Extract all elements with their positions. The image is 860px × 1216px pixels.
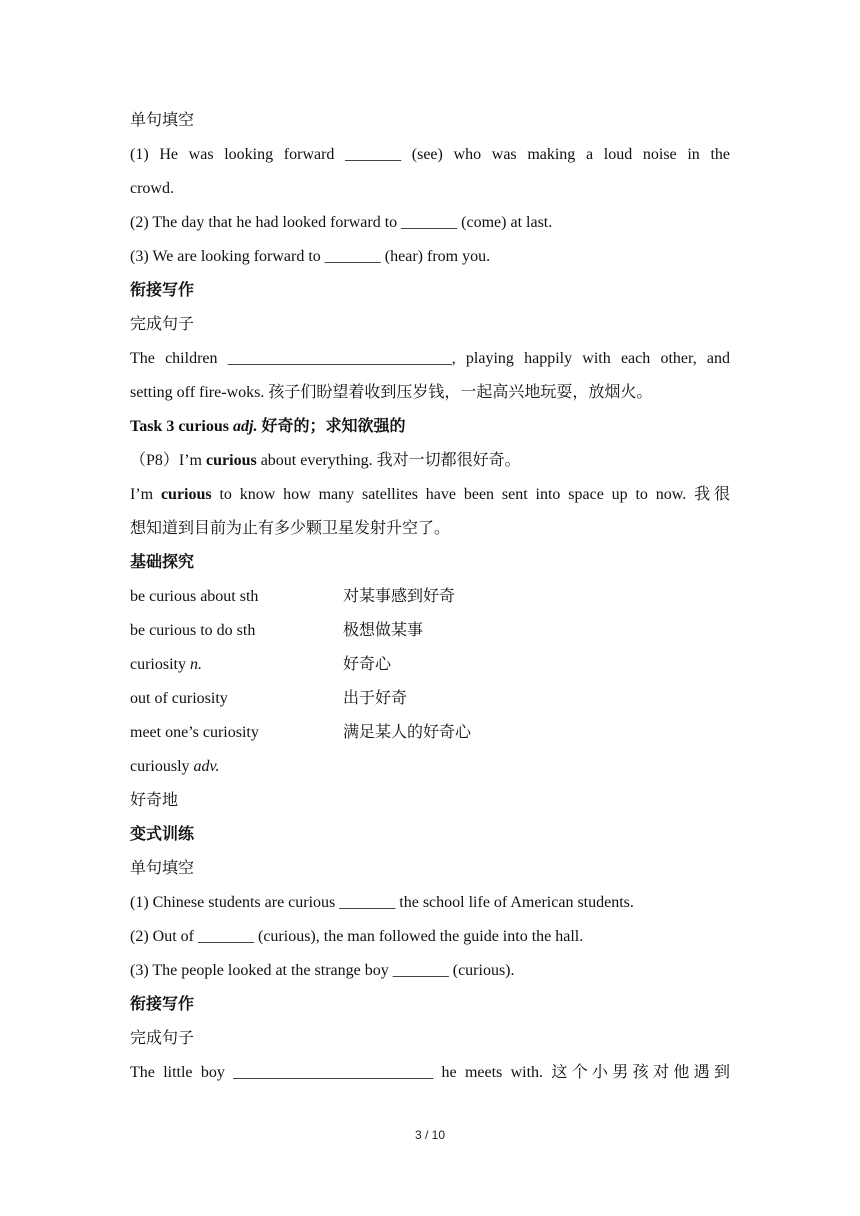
exercise-3: (3) The people looked at the strange boy _______ (curious). <box>130 962 515 979</box>
heading-basic-exploration: 基础探究 <box>130 554 195 571</box>
subheading-fill-blank-2: 单句填空 <box>130 860 195 877</box>
heading-variation-training: 变式训练 <box>130 826 195 843</box>
phrase-row: out of curiosity 出于好奇 <box>130 690 408 707</box>
curiously-term: curiously adv. <box>130 758 220 775</box>
example-sentence-2-line-2: 想知道到目前为止有多少颗卫星发射升空了。 <box>130 520 451 537</box>
example-sentence-2: I’m curious to know how many satellites have been sent into space up to now. 我很 <box>130 486 730 503</box>
document-page <box>130 104 730 1090</box>
subheading-complete-sentence: 完成句子 <box>130 316 195 333</box>
heading-connect-writing: 衔接写作 <box>130 282 195 299</box>
heading-connect-writing-2: 衔接写作 <box>130 996 195 1013</box>
phrase-row: be curious to do sth 极想做某事 <box>130 622 424 639</box>
question-2: (2) The day that he had looked forward to _______ (come) at last. <box>130 214 553 231</box>
writing-line-2: setting off fire-woks. 孩子们盼望着收到压岁钱，一起高兴地玩耍，放烟火。 <box>130 384 653 401</box>
writing-line-1: The children ____________________________, playing happily with each other, and <box>130 350 730 367</box>
page-number: 3 / 10 <box>414 1128 446 1142</box>
subheading-complete-sentence-2: 完成句子 <box>130 1030 195 1047</box>
phrase-row: curiosity n. 好奇心 <box>130 656 392 673</box>
task-3-title: Task 3 curious adj. 好奇的；求知欲强的 <box>130 418 406 435</box>
example-sentence-1: （P8）I’m curious about everything. 我对一切都很好奇。 <box>130 452 521 469</box>
exercise-2: (2) Out of _______ (curious), the man followed the guide into the hall. <box>130 928 584 945</box>
phrase-row: meet one’s curiosity 满足某人的好奇心 <box>130 724 472 741</box>
curiously-meaning: 好奇地 <box>130 792 179 809</box>
question-1-line-1: (1) He was looking forward _______ (see) who was making a loud noise in the <box>130 146 730 163</box>
writing-line-3: The little boy _________________________ he meets with. 这个小男孩对他遇到 <box>130 1064 730 1081</box>
question-3: (3) We are looking forward to _______ (hear) from you. <box>130 248 491 265</box>
subheading-fill-blank: 单句填空 <box>130 112 195 129</box>
phrase-row: be curious about sth 对某事感到好奇 <box>130 588 456 605</box>
question-1-line-2: crowd. <box>130 180 174 197</box>
exercise-1: (1) Chinese students are curious _______ the school life of American students. <box>130 894 634 911</box>
